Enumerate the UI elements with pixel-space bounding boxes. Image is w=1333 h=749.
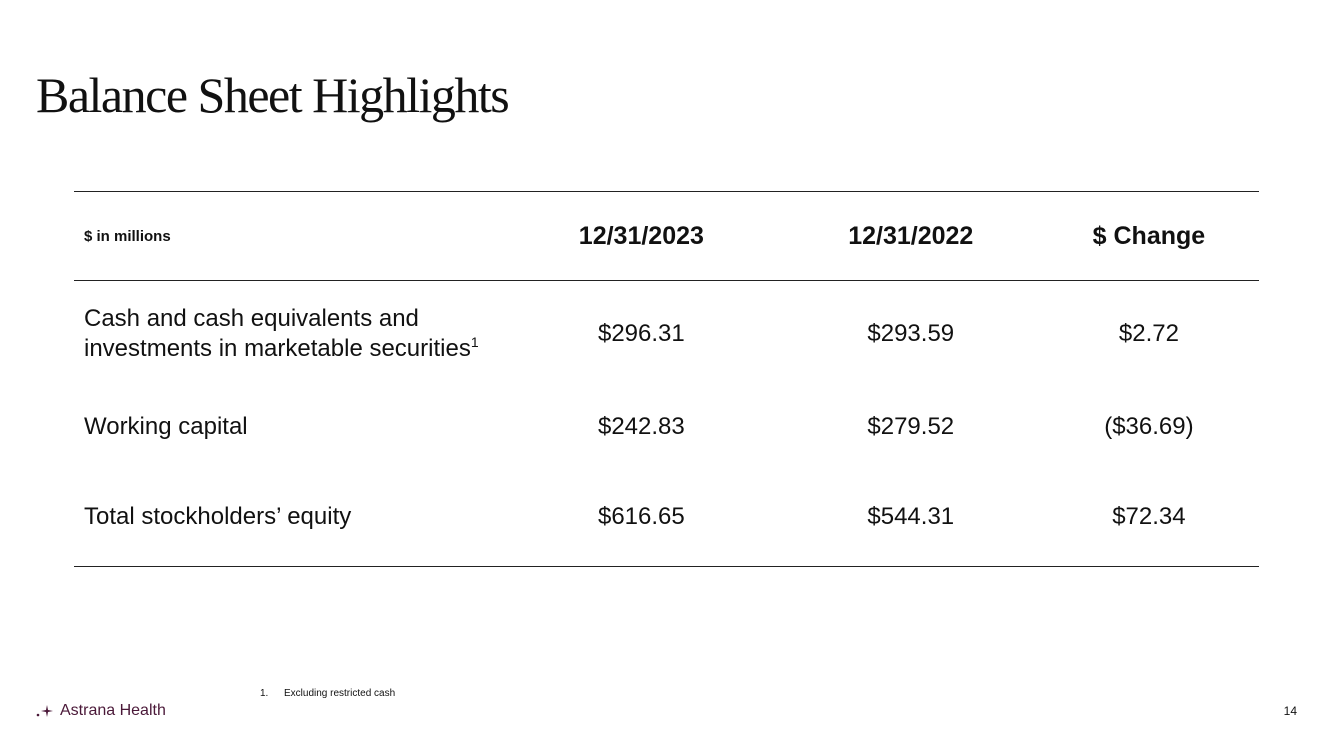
- units-header: $ in millions: [84, 227, 171, 245]
- astrana-star-icon: [36, 704, 54, 718]
- cell-2022: $293.59: [867, 319, 955, 347]
- cell-change: ($36.69): [1104, 413, 1194, 440]
- table-row: [74, 281, 1259, 387]
- table-header-row: [74, 192, 1259, 281]
- slide-title: Balance Sheet Highlights: [36, 67, 509, 123]
- row-label-equity: Total stockholders’ equity: [84, 502, 352, 530]
- page-number: 14: [1283, 704, 1297, 718]
- brand-name: Astrana Health: [60, 702, 166, 719]
- cell-change: $72.34: [1112, 502, 1186, 530]
- brand-logo: [36, 702, 166, 720]
- cell-2023: $296.31: [597, 319, 685, 347]
- table-row: [74, 468, 1259, 567]
- footnote: [260, 688, 395, 699]
- cell-2022: $544.31: [867, 502, 955, 530]
- footnote-marker: 1: [470, 333, 479, 350]
- cell-2023: $242.83: [597, 413, 685, 440]
- row-label-text: Cash and cash equivalents and investments in marketable securities: [84, 304, 471, 362]
- header-change: $ Change: [1092, 221, 1206, 250]
- footnote-number: 1.: [260, 688, 269, 699]
- balance-sheet-table-container: [74, 191, 1259, 567]
- header-2023: 12/31/2023: [578, 221, 704, 250]
- header-2022: 12/31/2022: [848, 221, 974, 250]
- footnote-text: Excluding restricted cash: [284, 688, 396, 699]
- table-row: [74, 387, 1259, 468]
- row-label-working-capital: Working capital: [84, 413, 248, 440]
- balance-sheet-table: [74, 191, 1259, 567]
- cell-change: $2.72: [1118, 319, 1179, 347]
- row-label-cash: [74, 281, 500, 387]
- cell-2023: $616.65: [597, 502, 685, 530]
- cell-2022: $279.52: [867, 413, 955, 440]
